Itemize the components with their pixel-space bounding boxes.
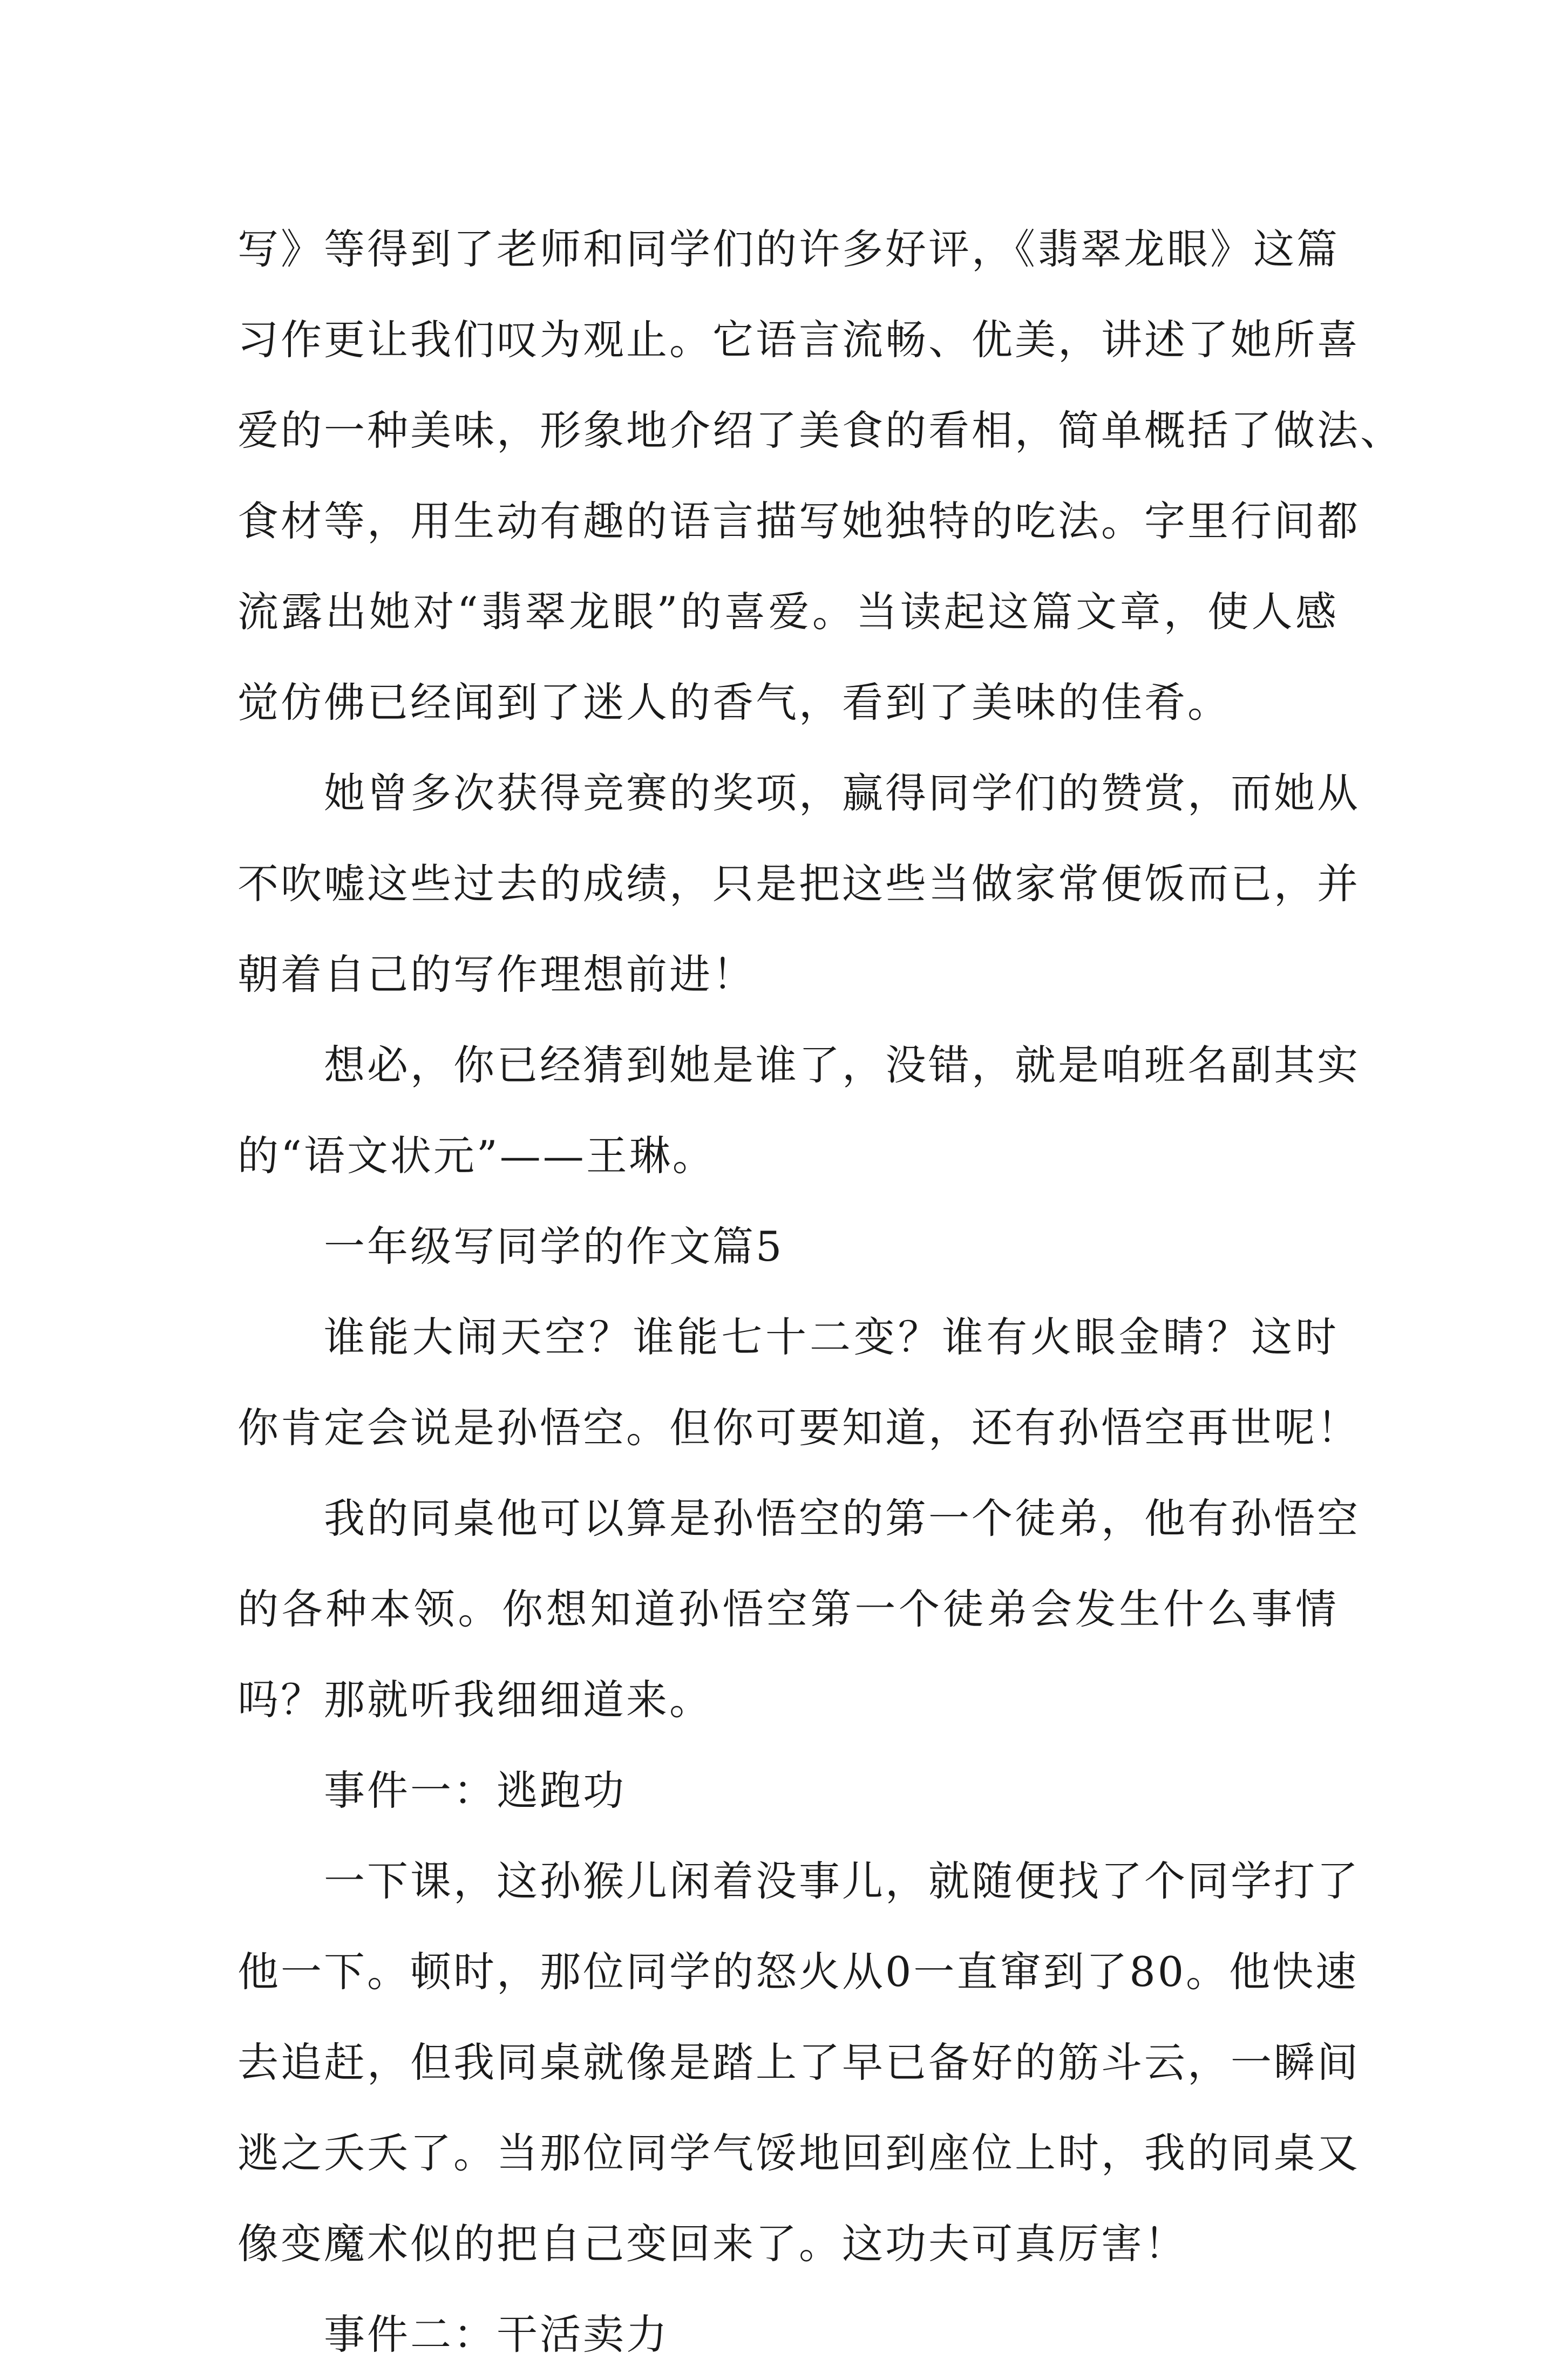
text-line: 朝着自己的写作理想前进！ — [237, 950, 756, 998]
text-line: 他一下。顿时，那位同学的怒火从0一直窜到了80。他快速 — [237, 1948, 1359, 1996]
text-line: 逃之夭夭了。当那位同学气馁地回到座位上时，我的同桌又 — [237, 2129, 1360, 2177]
text-line: 去追赶，但我同桌就像是踏上了早已备好的筋斗云，一瞬间 — [237, 2038, 1360, 2086]
text-line: 习作更让我们叹为观止。它语言流畅、优美，讲述了她所喜 — [237, 316, 1360, 364]
text-line: 吗？那就听我细细道来。 — [237, 1676, 712, 1724]
text-line: 她曾多次获得竞赛的奖项，赢得同学们的赞赏，而她从 — [324, 769, 1360, 817]
text-line: 爱的一种美味，形象地介绍了美食的看相，简单概括了做法、 — [237, 406, 1403, 454]
text-line: 不吹嘘这些过去的成绩，只是把这些当做家常便饭而已，并 — [237, 860, 1360, 908]
essay-body — [237, 204, 1403, 2380]
text-line: 你肯定会说是孙悟空。但你可要知道，还有孙悟空再世呢！ — [237, 1404, 1360, 1452]
text-line: 食材等，用生动有趣的语言描写她独特的吃法。字里行间都 — [237, 497, 1360, 545]
text-line: 事件二：干活卖力 — [324, 2310, 669, 2358]
text-line: 的各种本领。你想知道孙悟空第一个徒弟会发生什么事情 — [237, 1585, 1339, 1633]
text-line: 想必，你已经猜到她是谁了，没错，就是咱班名副其实 — [324, 1041, 1360, 1089]
text-line: 觉仿佛已经闻到了迷人的香气，看到了美味的佳肴。 — [237, 678, 1231, 726]
text-line: 一年级写同学的作文篇5 — [324, 1222, 784, 1270]
text-line: 的“语文状元”——王琳。 — [237, 1132, 716, 1180]
text-line: 写》等得到了老师和同学们的许多好评，《翡翠龙眼》这篇 — [237, 225, 1340, 273]
text-line: 一下课，这孙猴儿闲着没事儿，就随便找了个同学打了 — [324, 1857, 1360, 1905]
text-line: 我的同桌他可以算是孙悟空的第一个徒弟，他有孙悟空 — [324, 1494, 1360, 1542]
text-line: 事件一：逃跑功 — [324, 1766, 626, 1814]
text-line: 像变魔术似的把自己变回来了。这功夫可真厉害！ — [237, 2220, 1187, 2268]
text-line: 谁能大闹天空？谁能七十二变？谁有火眼金睛？这时 — [324, 1313, 1339, 1361]
text-line: 流露出她对“翡翠龙眼”的喜爱。当读起这篇文章，使人感 — [237, 588, 1339, 636]
